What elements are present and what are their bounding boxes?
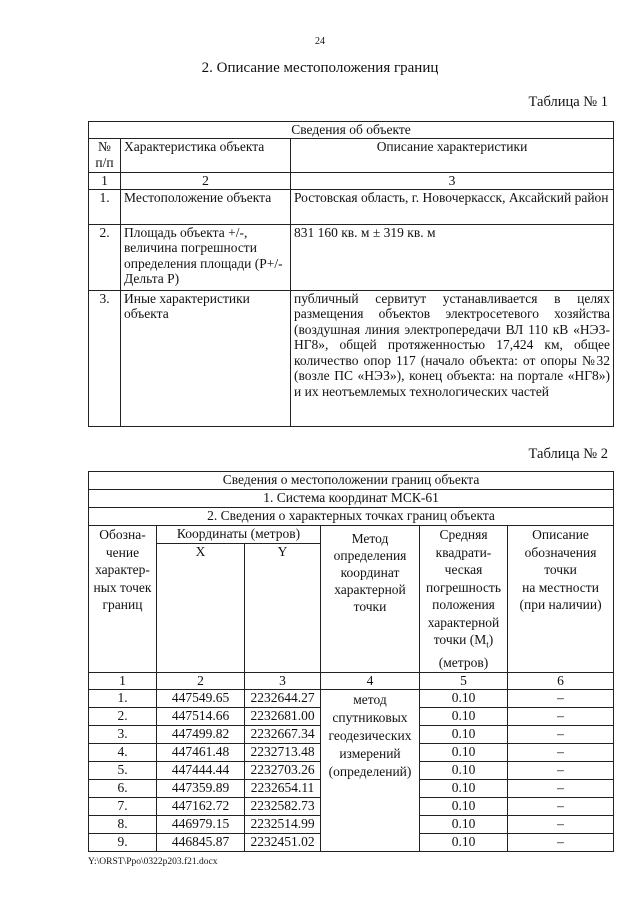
table2-idx: 4 <box>321 672 420 689</box>
point-error: 0.10 <box>420 707 508 725</box>
point-error: 0.10 <box>420 761 508 779</box>
table2-idx: 1 <box>89 672 157 689</box>
table2-col-error <box>420 526 508 673</box>
table1-idx: 2 <box>121 173 291 190</box>
table1-header: Сведения об объекте <box>89 122 614 139</box>
table2-col-y: Y <box>245 543 321 672</box>
point-number: 3. <box>89 725 157 743</box>
point-error: 0.10 <box>420 833 508 851</box>
point-x: 447549.65 <box>157 689 245 707</box>
point-x: 447444.44 <box>157 761 245 779</box>
point-number: 1. <box>89 689 157 707</box>
point-number: 5. <box>89 761 157 779</box>
table1-col-num-line2: п/п <box>95 154 114 170</box>
file-path-footer: Y:\ORST\Ppo\0322p203.f21.docx <box>88 857 218 867</box>
point-error: 0.10 <box>420 743 508 761</box>
table2-col-x: X <box>157 543 245 672</box>
point-y: 2232654.11 <box>245 779 321 797</box>
point-error: 0.10 <box>420 815 508 833</box>
table2-header3: 2. Сведения о характерных точках границ объекта <box>89 508 614 526</box>
row-description: 831 160 кв. м ± 319 кв. м <box>291 224 614 290</box>
point-desc: – <box>508 779 614 797</box>
table2-idx: 3 <box>245 672 321 689</box>
row-characteristic: Площадь объекта +/-, величина погрешности определения площади (Р+/- Дельта Р) <box>121 224 291 290</box>
table2-idx: 6 <box>508 672 614 689</box>
point-y: 2232713.48 <box>245 743 321 761</box>
table2-header1: Сведения о местоположении границ объекта <box>89 472 614 490</box>
point-x: 446845.87 <box>157 833 245 851</box>
table2-col-point: Обозна-чение характер-ных точек границ <box>89 526 157 673</box>
point-y: 2232667.34 <box>245 725 321 743</box>
table1-idx: 3 <box>291 173 614 190</box>
point-y: 2232582.73 <box>245 797 321 815</box>
point-number: 2. <box>89 707 157 725</box>
row-characteristic: Иные характеристики объекта <box>121 290 291 426</box>
point-y: 2232703.26 <box>245 761 321 779</box>
table1-col-num-line1: № <box>98 139 111 154</box>
row-characteristic: Местоположение объекта <box>121 189 291 224</box>
point-number: 7. <box>89 797 157 815</box>
table2-col-error-tail: ) (метров) <box>438 632 494 671</box>
point-x: 447514.66 <box>157 707 245 725</box>
table1-idx: 1 <box>89 173 121 190</box>
row-description: Ростовская область, г. Новочеркасск, Аксайский район <box>291 189 614 224</box>
row-description: публичный сервитут устанавливается в целях размещения объектов электросетевого хозяйства (воздушная линия электропередачи ВЛ 110 кВ «НЭЗ-НГ8», общей протяженностью 17,424 км, общее количество опор 117 (начало объекта: от опоры №32 (возле ПС «НЭЗ»), конец объекта: на портале «НГ8») и их неотъемлемых технологических частей <box>291 290 614 426</box>
page-number: 24 <box>315 36 325 47</box>
point-x: 447359.89 <box>157 779 245 797</box>
point-error: 0.10 <box>420 725 508 743</box>
table2-col-desc <box>508 526 614 673</box>
section-title: 2. Описание местоположения границ <box>201 60 439 76</box>
boundary-points-table <box>88 471 614 852</box>
point-desc: – <box>508 797 614 815</box>
point-number: 6. <box>89 779 157 797</box>
point-desc: – <box>508 689 614 707</box>
table-row <box>89 224 614 290</box>
point-desc: – <box>508 761 614 779</box>
table-row <box>89 290 614 426</box>
table2-col-coords: Координаты (метров) <box>157 526 321 544</box>
point-error: 0.10 <box>420 779 508 797</box>
table1-col-num <box>89 139 121 173</box>
point-error: 0.10 <box>420 689 508 707</box>
row-number: 2. <box>89 224 121 290</box>
point-desc: – <box>508 833 614 851</box>
point-y: 2232451.02 <box>245 833 321 851</box>
point-desc: – <box>508 725 614 743</box>
table2-idx: 5 <box>420 672 508 689</box>
point-x: 447499.82 <box>157 725 245 743</box>
table-row <box>89 189 614 224</box>
point-desc: – <box>508 743 614 761</box>
point-number: 8. <box>89 815 157 833</box>
point-y: 2232514.99 <box>245 815 321 833</box>
object-info-table <box>88 121 614 427</box>
table2-col-error-sub: t <box>486 639 489 650</box>
table2-col-method: Метод определения координат характерной точки <box>321 526 420 673</box>
point-x: 447461.48 <box>157 743 245 761</box>
point-y: 2232681.00 <box>245 707 321 725</box>
point-desc: – <box>508 815 614 833</box>
table2-caption: Таблица № 2 <box>528 446 608 462</box>
method-cell: метод спутниковых геодезических измерений (определений) <box>321 689 420 851</box>
point-x: 447162.72 <box>157 797 245 815</box>
table2-col-desc-a: Описание обозначения точки <box>524 527 597 577</box>
point-number: 4. <box>89 743 157 761</box>
table2-header2: 1. Система координат МСК-61 <box>89 490 614 508</box>
table-row <box>89 689 614 707</box>
table2-col-error-main: Средняя квадрати-ческая погрешность положения характерной точки (M <box>425 527 501 647</box>
table2-col-desc-b: на местности (при наличии) <box>519 579 602 612</box>
point-x: 446979.15 <box>157 815 245 833</box>
point-desc: – <box>508 707 614 725</box>
point-y: 2232644.27 <box>245 689 321 707</box>
point-error: 0.10 <box>420 797 508 815</box>
table1-col-desc: Описание характеристики <box>291 139 614 173</box>
table2-idx: 2 <box>157 672 245 689</box>
table1-caption: Таблица № 1 <box>528 94 608 110</box>
table1-col-char: Характеристика объекта <box>121 139 291 173</box>
point-number: 9. <box>89 833 157 851</box>
row-number: 3. <box>89 290 121 426</box>
row-number: 1. <box>89 189 121 224</box>
